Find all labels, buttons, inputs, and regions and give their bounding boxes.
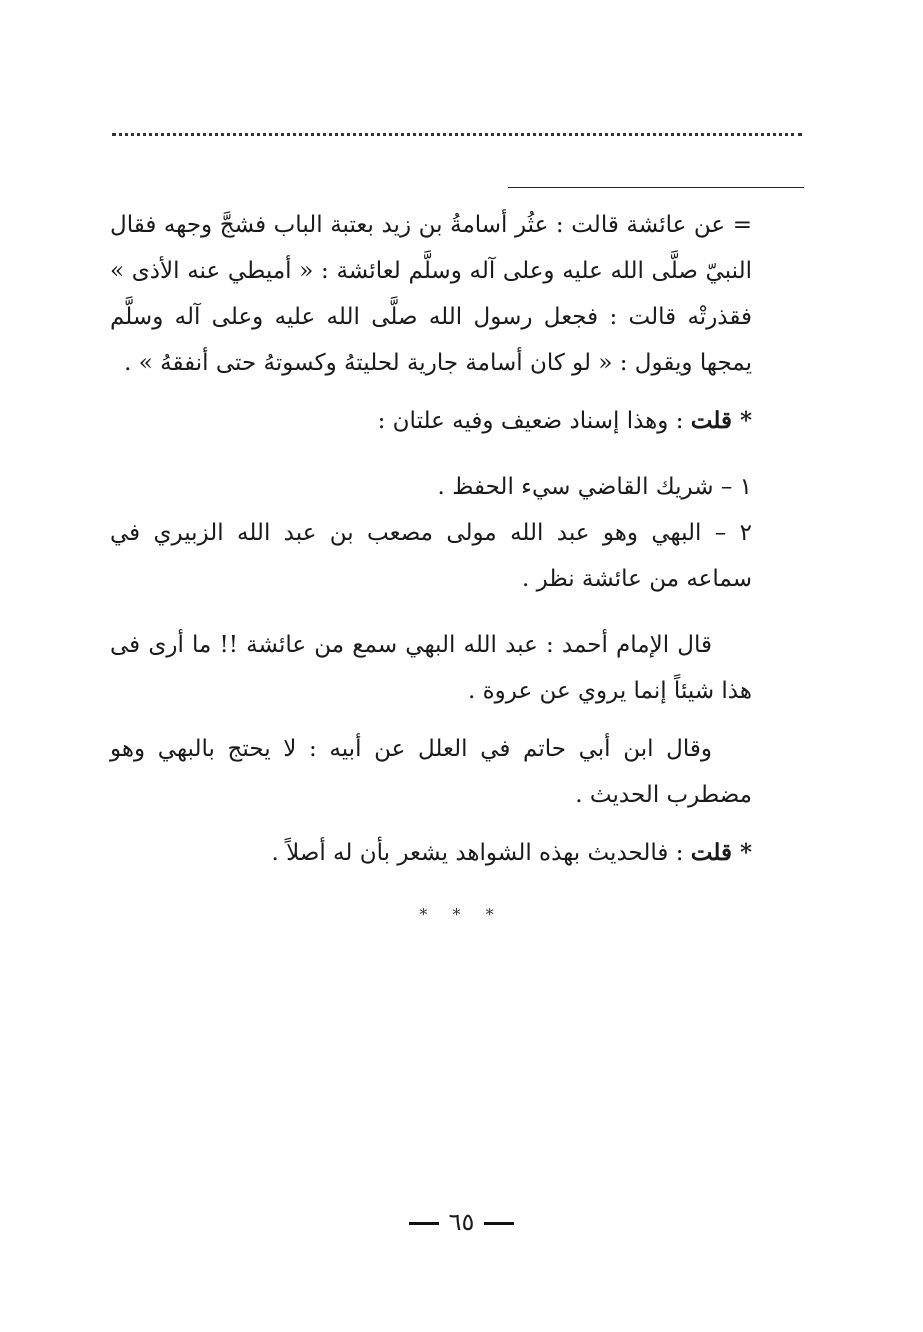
note-text: : فالحديث بهذه الشواهد يشعر بأن له أصلاً . [271,840,691,866]
footnote-paragraph: = عن عائشة قالت : عثُر أسامةُ بن زيد بعتبة الباب فشجَّ وجهه فقال النبيّ صلَّى الله عليه وعلى آله وسلَّم لعائشة : « أميطي عنه الأذى » فقذرتْه قالت : فجعل رسول الله صلَّى الله عليه وعلى آله وسلَّم يمجها ويقول : « لو كان أسامة جارية لحليتهُ وكسوتهُ حتى أنفقهُ » . [110,212,752,376]
quote-paragraph: وقال ابن أبي حاتم في العلل عن أبيه : لا يحتج بالبهي وهو مضطرب الحديث . [110,736,752,808]
section-separator: * * * [419,905,504,924]
dotted-separator [112,133,802,136]
note-paragraph [110,830,752,876]
page-number [0,1208,923,1236]
list-item: ١ – شريك القاضي سيء الحفظ . [437,474,752,500]
footnote-text [110,202,752,876]
page-number-value: ٦٥ [448,1208,475,1236]
footnote-rule [508,187,804,188]
list-item: ٢ – البهي وهو عبد الله مولى مصعب بن عبد الله الزبيري في سماعه من عائشة نظر . [110,520,752,592]
note-marker: * قلت [690,839,752,866]
page-number-dash [409,1222,439,1225]
note-paragraph [110,398,752,444]
note-marker: * قلت [690,407,752,434]
note-text: : وهذا إسناد ضعيف وفيه علتان : [377,408,691,434]
page-number-dash [484,1222,514,1225]
quote-paragraph: قال الإمام أحمد : عبد الله البهي سمع من عائشة !! ما أرى فى هذا شيئاً إنما يروي عن عروة . [110,632,752,704]
